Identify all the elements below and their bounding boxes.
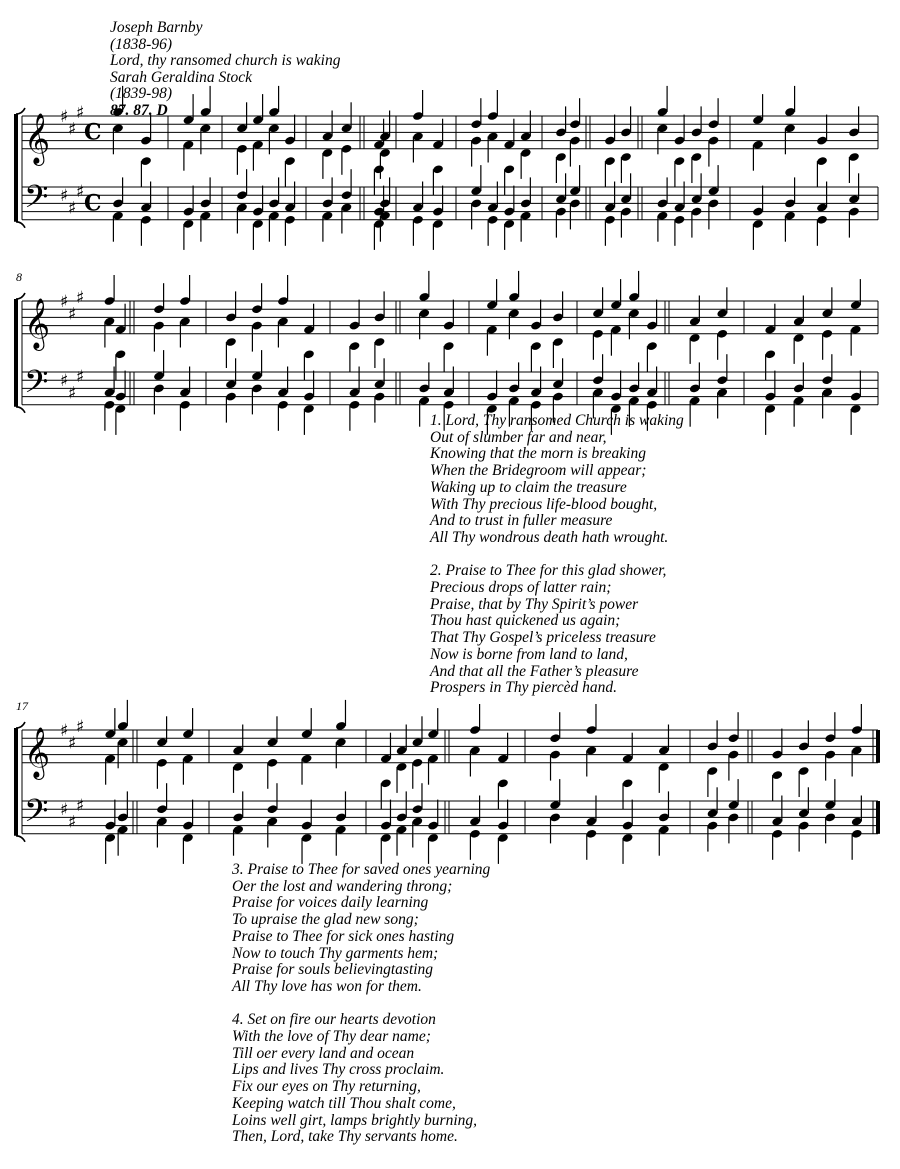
verse-line: When the Bridegroom will appear; — [430, 462, 647, 480]
system-bracket — [16, 222, 25, 228]
verse-line: And to trust in fuller measure — [430, 512, 613, 530]
verse-line: 2. Praise to Thee for this glad shower, — [430, 562, 667, 580]
measure-number: 8 — [16, 270, 22, 284]
verse-line: Keeping watch till Thou shalt come, — [232, 1094, 456, 1112]
key-sharp: ♯ — [76, 367, 85, 388]
verse-line: Fix our eyes on Thy returning, — [232, 1078, 421, 1096]
verse-3 — [232, 862, 490, 1146]
verse-line: Precious drops of latter rain; — [430, 579, 612, 597]
verse-line: Now is borne from land to land, — [430, 645, 628, 663]
measure-number: 17 — [16, 699, 28, 713]
author-dates: (1839-98) — [110, 85, 172, 103]
key-sharp: ♯ — [60, 107, 69, 127]
key-sharp: ♯ — [68, 198, 77, 219]
verse-line: Waking up to claim the treasure — [430, 478, 627, 496]
verse-line: Praise for souls believingtasting — [232, 961, 434, 979]
verse-line: With Thy precious life-blood bought, — [430, 495, 658, 513]
verse-line: To upraise the glad new song; — [232, 911, 419, 929]
treble-clef: 𝄞 — [24, 726, 51, 778]
verse-line: Praise for voices daily learning — [232, 894, 429, 912]
key-sharp: ♯ — [76, 102, 85, 123]
key-sharp: ♯ — [60, 292, 69, 312]
verse-line: Now to touch Thy garments hem; — [232, 944, 439, 962]
time-signature: C — [84, 119, 102, 146]
verse-1 — [430, 413, 684, 697]
final-barline — [876, 801, 880, 834]
key-sharp: ♯ — [76, 287, 85, 308]
verse-line: Oer the lost and wandering throng; — [232, 877, 453, 895]
verse-line: All Thy love has won for them. — [232, 977, 422, 995]
system-bracket — [16, 407, 25, 413]
verse-line: Lips and lives Thy cross proclaim. — [232, 1061, 445, 1079]
bass-clef: 𝄢 — [24, 792, 49, 837]
meter-label: 87. 87. D — [110, 101, 168, 119]
hymn-title: Lord, thy ransomed church is waking — [110, 52, 341, 70]
key-sharp: ♯ — [76, 182, 85, 203]
verse-line: Loins well girt, lamps brightly burning, — [232, 1111, 478, 1129]
treble-clef: 𝄞 — [24, 112, 51, 164]
key-sharp: ♯ — [76, 716, 85, 737]
author-name: Sarah Geraldina Stock — [110, 68, 253, 86]
key-sharp: ♯ — [68, 119, 77, 140]
verse-line: Thou hast quickened us again; — [430, 612, 621, 630]
key-sharp: ♯ — [60, 800, 69, 821]
hymn-header — [110, 20, 340, 120]
verse-line: With the love of Thy dear name; — [232, 1028, 431, 1046]
key-sharp: ♯ — [60, 186, 69, 207]
key-sharp: ♯ — [60, 721, 69, 741]
key-sharp: ♯ — [68, 733, 77, 754]
key-sharp: ♯ — [60, 371, 69, 392]
verse-line: Till oer every land and ocean — [232, 1044, 415, 1062]
verse-line: Prospers in Thy piercèd hand. — [430, 679, 617, 697]
verse-line: That Thy Gospel’s priceless treasure — [430, 629, 656, 647]
key-sharp: ♯ — [68, 304, 77, 325]
composer-dates: (1838-96) — [110, 35, 172, 53]
verse-line: Praise to Thee for sick ones hasting — [232, 927, 455, 945]
verse-line: 1. Lord, Thy ransomed Church is waking — [430, 412, 684, 429]
time-signature: C — [84, 190, 102, 217]
verse-line: And that all the Father’s pleasure — [430, 662, 639, 680]
verse-line: Out of slumber far and near, — [430, 428, 607, 446]
verse-line: All Thy wondrous death hath wrought. — [430, 528, 669, 546]
key-sharp: ♯ — [68, 383, 77, 404]
bass-clef: 𝄢 — [24, 363, 49, 408]
verse-line: Then, Lord, take Thy servants home. — [232, 1128, 458, 1146]
verse-line: 3. Praise to Thee for saved ones yearning — [232, 861, 491, 878]
bass-clef: 𝄢 — [24, 178, 49, 223]
verse-line: Praise, that by Thy Spirit’s power — [430, 595, 639, 613]
key-sharp: ♯ — [76, 796, 85, 817]
key-sharp: ♯ — [68, 812, 77, 833]
final-barline — [876, 730, 880, 763]
verse-line: 4. Set on fire our hearts devotion — [232, 1011, 436, 1029]
treble-clef: 𝄞 — [24, 297, 51, 349]
verse-line: Knowing that the morn is breaking — [430, 445, 646, 463]
system-bracket — [16, 836, 25, 842]
composer-name: Joseph Barnby — [110, 19, 203, 36]
